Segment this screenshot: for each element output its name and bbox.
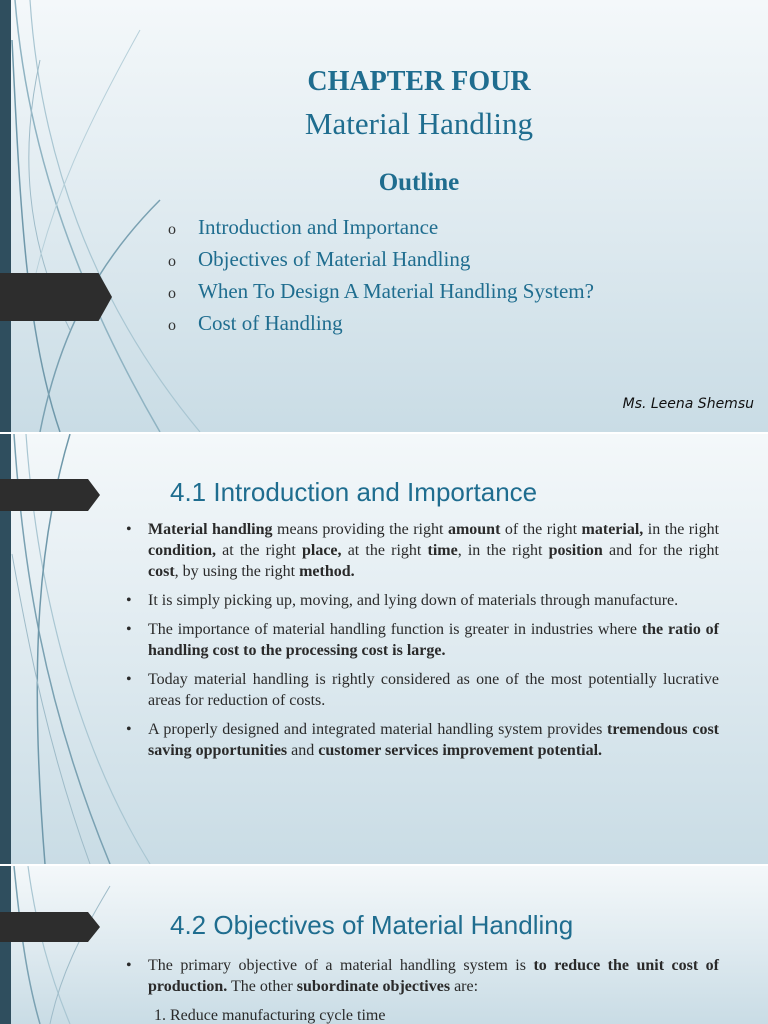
left-accent-bar [0,0,11,432]
bullet-list [126,519,719,769]
outline-item: o When To Design A Material Handling System? [168,276,594,308]
numbered-item: 1. Reduce manufacturing cycle time [154,1007,386,1024]
bullet-item: • The importance of material handling function is greater in industries where the ratio of handling cost to the processing cost is large. [126,619,719,661]
intro-slide [0,434,768,864]
outline-bullet: o [168,317,176,334]
author-name: Ms. Leena Shemsu [622,396,754,412]
bullet-list [126,955,719,1005]
outline-item: o Cost of Handling [168,308,594,340]
outline-bullet: o [168,221,176,238]
outline-list [168,212,594,340]
section-title: 4.2 Objectives of Material Handling [170,910,574,940]
chapter-title: CHAPTER FOUR [307,66,531,97]
outline-bullet: o [168,253,176,270]
slide-tab-marker [0,479,100,511]
outline-item: o Introduction and Importance [168,212,594,244]
bullet-item: • The primary objective of a material handling system is to reduce the unit cost of production. The other subordinate objectives are: [126,955,719,997]
bullet-item: • Material handling means providing the right amount of the right material, in the right condition, at the right place, at the right time, in the right position and for the right cost, by using the right method. [126,519,719,582]
left-accent-bar [0,866,11,1024]
objectives-slide [0,866,768,1024]
bullet-item: • Today material handling is rightly considered as one of the most potentially lucrative areas for reduction of costs. [126,669,719,711]
bullet-item: • It is simply picking up, moving, and lying down of materials through manufacture. [126,590,719,611]
slide-tab-marker [0,912,100,942]
slide-tab-marker [0,273,112,321]
chapter-subtitle: Material Handling [304,106,534,141]
outline-heading: Outline [378,169,460,196]
title-slide [0,0,768,432]
outline-item: o Objectives of Material Handling [168,244,594,276]
bullet-item: • A properly designed and integrated material handling system provides tremendous cost saving opportunities and customer services improvement potential. [126,719,719,761]
outline-bullet: o [168,285,176,302]
section-title: 4.1 Introduction and Importance [170,477,538,507]
